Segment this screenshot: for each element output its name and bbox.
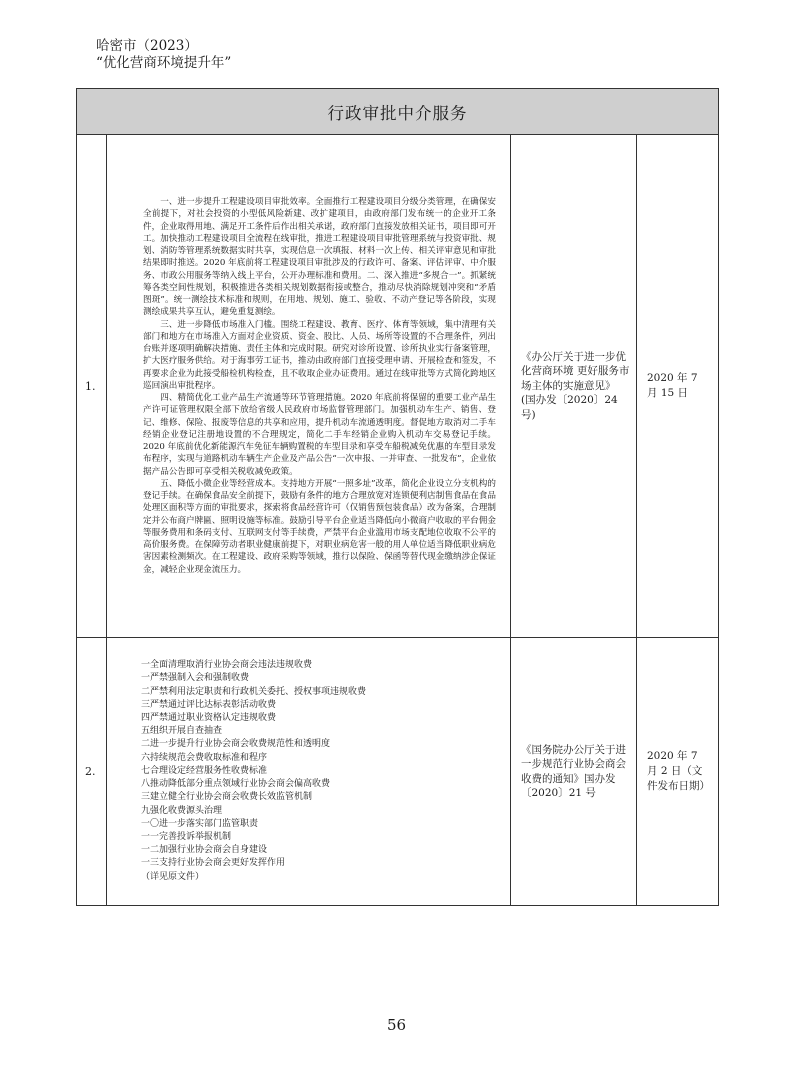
table-row (77, 135, 719, 638)
table-row (77, 638, 719, 906)
content-paragraph: 三、进一步降低市场准入门槛。围绕工程建设、教育、医疗、体育等领域，集中清理有关部门和地方在市场准入方面对企业资质、资金、股比、人员、场所等设置的不合理条件，列出台账并逐项明确解决措施、责任主体和完成时限。研究对诊所设置、诊所执业实行备案管理，扩大医疗服务供给。对于海事劳工证书，推动由政府部门直接受理申请、开展检查和签发，不再要求企业为此接受船检机构检查，且不收取企业办证费用。通过在线审批等方式简化跨地区巡回演出审批程序。 (143, 319, 496, 391)
document-header (96, 38, 231, 72)
policy-content (107, 135, 511, 638)
policy-source: 《办公厅关于进一步优化营商环境 更好服务市场主体的实施意见》(国办发〔2020〕24 号) (511, 135, 637, 638)
content-line: 三建立健全行业协会商会收费长效监管机制 (141, 792, 313, 803)
header-line-2: “优化营商环境提升年” (96, 55, 232, 71)
content-paragraph: 一、进一步提升工程建设项目审批效率。全面推行工程建设项目分级分类管理，在确保安全前提下，对社会投资的小型低风险新建、改扩建项目，由政府部门发布统一的企业开工条件，企业取得用地、满足开工条件后作出相关承诺，政府部门直接发放相关证书，项目即可开工。加快推动工程建设项目全流程在线审批，推进工程建设项目审批管理系统与投资审批、规划、消防等管理系统数据实时共享，实现信息一次填报、材料一次上传、相关评审意见和审批结果即时推送。2020 年底前将工程建设项目审批涉及的行政许可、备案、评估评审、中介服务、市政公用服务等纳入线上平台，公开办理标准和费用。二、深入推进“多规合一”。抓紧统筹各类空间性规划，积极推进各类相关规划数据衔接或整合，推动尽快消除规划冲突和“矛盾图斑”。统一测绘技术标准和规则，在用地、规划、施工、验收、不动产登记等各阶段，实现测绘成果共享互认，避免重复测绘。 (143, 197, 496, 318)
content-line: 七合理设定经营服务性收费标准 (141, 765, 268, 776)
content-line: 八推动降低部分重点领域行业协会商会偏高收费 (141, 779, 331, 790)
content-paragraph: 五、降低小微企业等经营成本。支持地方开展“一照多址”改革，简化企业设立分支机构的登记手续。在确保食品安全前提下，鼓励有条件的地方合理放宽对连锁便利店制售食品在食品处理区面积等方面的审批要求，探索将食品经营许可（仅销售预包装食品）改为备案，合理制定并公布商户牌匾、照明设施等标准。鼓励引导平台企业适当降低向小微商户收取的平台佣金等服务费用和条码支付、互联网支付等手续费，严禁平台企业滥用市场支配地位收取不公平的高价服务费。在保障劳动者职业健康前提下，对职业病危害一般的用人单位适当降低职业病危害因素检测频次。在工程建设、政府采购等领域，推行以保险、保函等替代现金缴纳涉企保证金，减轻企业现金流压力。 (143, 478, 496, 575)
content-line: 一三支持行业协会商会更好发挥作用 (141, 858, 286, 869)
section-title: 行政审批中介服务 (77, 89, 719, 135)
policy-source: 《国务院办公厅关于进一步规范行业协会商会收费的通知》国办发〔2020〕21 号 (511, 638, 637, 906)
content-line: （详见原文件） (141, 871, 205, 882)
page-number: 56 (386, 1016, 407, 1034)
content-line: 二严禁利用法定职责和行政机关委托、授权事项违规收费 (141, 686, 367, 697)
service-table (76, 88, 719, 906)
content-line: 一一完善投诉举报机制 (141, 831, 232, 842)
content-line: 三严禁通过评比达标表彰活动收费 (141, 699, 277, 710)
row-number: 2. (77, 638, 107, 906)
content-line: 二进一步提升行业协会商会收费规范性和透明度 (141, 739, 331, 750)
content-line: 六持续规范会费收取标准和程序 (141, 752, 268, 763)
header-line-1: 哈密市（2023） (96, 38, 198, 54)
policy-content (107, 638, 511, 906)
content-line: 一全面清理取消行业协会商会违法违规收费 (141, 660, 313, 671)
content-line: 四严禁通过职业资格认定违规收费 (141, 713, 277, 724)
content-line: 一〇进一步落实部门监管职责 (141, 818, 259, 829)
content-line: 一二加强行业协会商会自身建设 (141, 845, 268, 856)
content-line: 五组织开展自查抽查 (141, 726, 223, 737)
issue-date: 2020 年 7 月 2 日（文件发布日期） (637, 638, 719, 906)
row-number: 1. (77, 135, 107, 638)
issue-date: 2020 年 7 月 15 日 (637, 135, 719, 638)
content-line: 一严禁强制入会和强制收费 (141, 673, 250, 684)
content-paragraph: 四、精简优化工业产品生产流通等环节管理措施。2020 年底前将保留的重要工业产品生产许可证管理权限全部下放给省级人民政府市场监督管理部门。加强机动车生产、销售、登记、维修、保险、报废等信息的共享和应用，提升机动车流通透明度。督促地方取消对二手车经销企业登记注册地设置的不合理规定，简化二手车经销企业购入机动车交易登记手续。2020 年底前优化新能源汽车免征车辆购置税的车型目录和享受车船税减免优惠的车型目录发布程序，实现与道路机动车辆生产企业及产品公告“一次申报、一并审查、一批发布”，企业依据产品公告即可享受相关税收减免政策。 (143, 393, 496, 477)
content-line: 九强化收费源头治理 (141, 805, 223, 816)
